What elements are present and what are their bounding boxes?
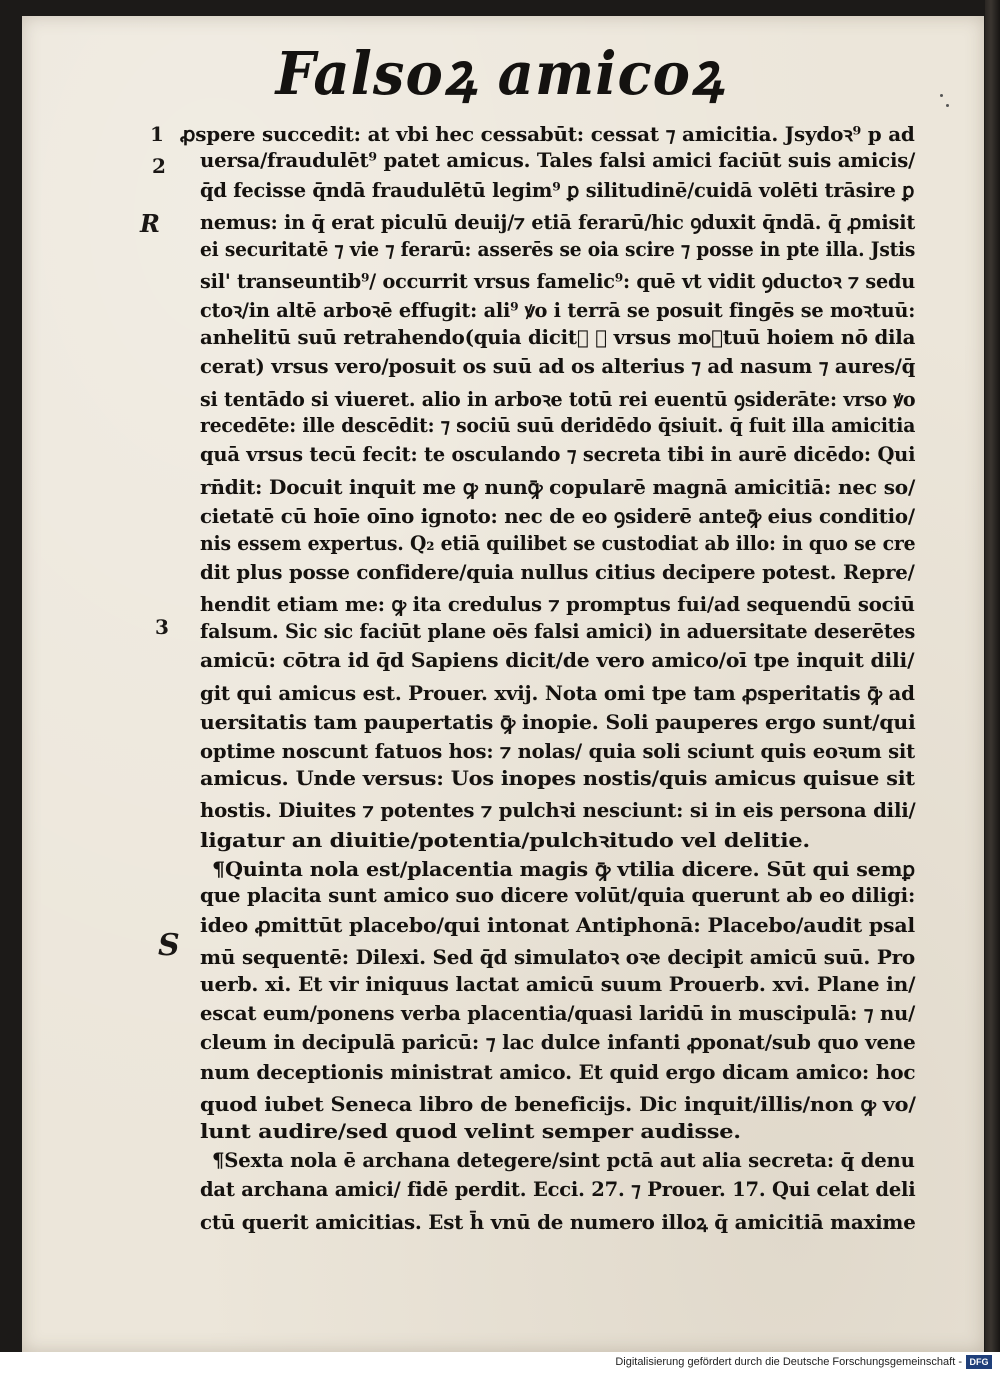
ink-speck [940,94,943,97]
text-line: quod iubet Seneca libro de beneficijs. Dic inquit/illis/non ꝙ vo/ [200,1093,916,1117]
text-line: uersa/fraudulēt⁹ patet amicus. Tales falsi amici faciūt suis amicis/ [200,149,916,173]
margin-note-3: 3 [155,615,169,639]
text-line: cietatē cū hoīe oīno ignoto: nec de eo ꝯsiderē anteꝙ̄ eius conditio/ [200,505,915,529]
text-line: cleum in decipulā paricū: ⁊ lac dulce infanti ꝓponat/sub quo vene [200,1031,916,1055]
text-line: amicus. Unde versus: Uos inopes nostis/quis amicus quisue sit [200,766,915,790]
text-line: ctoꝛ/in altē arboꝛē effugit: ali⁹ ꝟo i terrā se posuit fingēs se moꝛtuū: [200,299,916,323]
text-line: nis essem expertus. Q₂ etiā quilibet se custodiat ab illo: in quo se cre [200,531,916,555]
margin-note-1: 1 [150,122,164,146]
margin-note-s: S [158,928,180,963]
text-line: amicū: cōtra id q̄d Sapiens dicit/de vero amico/oī tpe inquit dili/ [200,649,915,673]
text-line: rn̄dit: Docuit inquit me ꝙ nunꝙ̄ copularē magnā amicitiā: nec so/ [200,475,916,499]
text-line: hendit etiam me: ꝙ ita credulus ⁊ promptus fui/ad sequendū sociū [200,593,915,617]
text-line: hostis. Diuites ⁊ potentes ⁊ pulchꝛi nesciunt: si in eis persona dili/ [200,799,916,823]
text-line: lunt audire/sed quod velint semper audisse. [200,1119,741,1143]
text-line: anhelitū suū retrahendo(quia dicit᷑ ꝙ vrsus moꝛtuū hoiem nō dila [200,325,916,349]
text-line: quā vrsus tecū fecit: te osculando ⁊ secreta tibi in aurē dicēdo: Qui [200,443,916,467]
text-line: que placita sunt amico suo dicere volūt/quia querunt ab eo diligi: [200,884,916,908]
text-line: q̄d fecisse q̄ndā fraudulētū legim⁹ ꝑ silitudinē/cuidā volēti trāsire ꝑ [200,178,915,202]
text-line: nemus: in q̄ erat piculū deuij/⁊ etiā ferarū/hic ꝯduxit q̄ndā. q̄ ꝓmisit [200,211,916,235]
text-line: si tentādo si viueret. alio in arboꝛe totū rei euentū ꝯsiderāte: vrso ꝟo [200,387,916,411]
text-line: ꝓspere succedit: at vbi hec cessabūt: cessat ⁊ amicitia. Jsydoꝛ⁹ p ad [180,123,915,146]
text-line: ligatur an diuitie/potentia/pulchꝛitudo vel delitie. [200,828,811,852]
text-line: mū sequentē: Dilexi. Sed q̄d simulatoꝛ oꝛe decipit amicū suū. Pro [200,946,916,970]
text-line: falsum. Sic sic faciūt plane oēs falsi amici) in aduersitate deserētes [200,619,916,643]
margin-note-2: 2 [152,154,166,178]
text-line: git qui amicus est. Prouer. xvij. Nota omi tpe tam ꝓsperitatis ꝙ̄ ad [200,681,915,705]
text-line: ¶Quinta nola est/placentia magis ꝙ̄ vtilia dicere. Sūt qui semꝑ [212,858,915,881]
text-line: optime noscunt fatuos hos: ⁊ nolas/ quia soli sciunt quis eoꝛum sit [200,740,915,764]
text-line: ideo ꝓmittūt placebo/qui intonat Antiphonā: Placebo/audit psal [200,913,916,937]
text-line: ¶Sexta nola ē archana detegere/sint pctā aut alia secreta: q̄ denu [212,1149,915,1172]
text-line: ei securitatē ⁊ vie ⁊ ferarū: asserēs se oia scire ⁊ posse in pte illa. Jstis [200,237,916,261]
ink-speck [946,104,949,107]
text-line: dat archana amici/ fidē perdit. Ecci. 27. ⁊ Prouer. 17. Qui celat deli [200,1178,916,1202]
text-line: num deceptionis ministrat amico. Et quid ergo dicam amico: hoc [200,1060,916,1084]
book-edge [985,0,1000,1352]
dfg-logo: DFG [966,1355,992,1369]
text-line: escat eum/ponens verba placentia/quasi laridū in muscipulā: ⁊ nu/ [200,1002,916,1025]
text-line: sil' transeuntib⁹/ occurrit vrsus famelic⁹: quē vt vidit ꝯductoꝛ ⁊ sedu [200,270,916,293]
footer-credit: Digitalisierung gefördert durch die Deutsche Forschungsgemeinschaft - [615,1356,962,1368]
margin-note-r: R [140,209,160,238]
text-line: uersitatis tam paupertatis ꝙ̄ inopie. Soli pauperes ergo sunt/qui [200,711,916,734]
text-line: uerb. xi. Et vir iniquus lactat amicū suum Prouerb. xvi. Plane in/ [200,972,916,996]
text-line: dit plus posse confidere/quia nullus citius decipere potest. Repre/ [200,561,915,584]
text-line: cerat) vrsus vero/posuit os suū ad os alterius ⁊ ad nasum ⁊ aures/q̄ [200,355,916,379]
running-head: Falsoꝝ amicoꝝ [275,39,725,109]
text-line: ctū querit amicitias. Est h̄ vnū de numero illoꝝ q̄ amicitiā maxime [200,1210,916,1234]
text-line: recedēte: ille descēdit: ⁊ sociū suū deridēdo q̄siuit. q̄ fuit illa amicitia [200,414,916,437]
